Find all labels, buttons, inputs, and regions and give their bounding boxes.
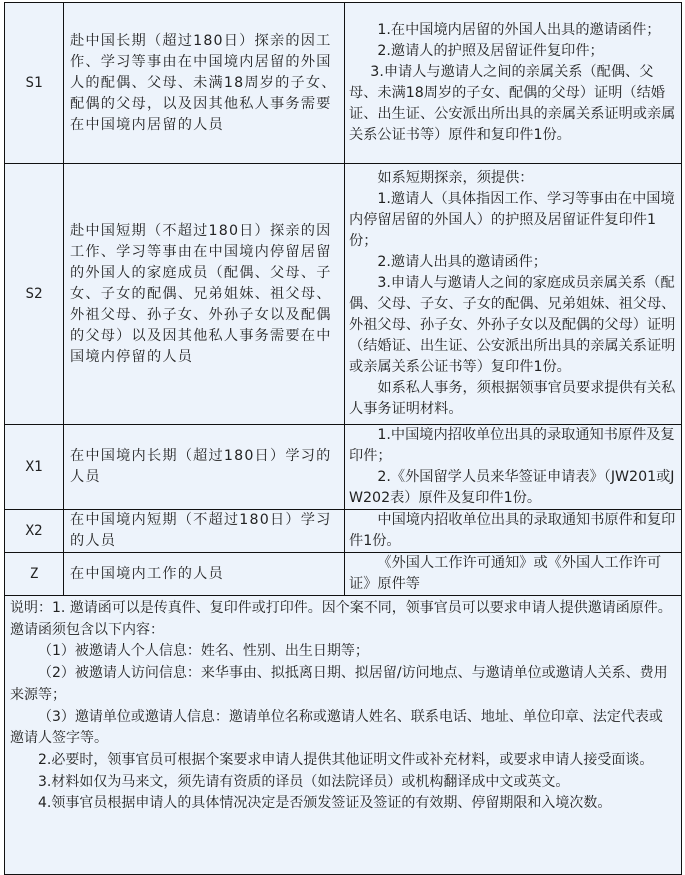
table-row-s1 bbox=[5, 3, 682, 164]
required-documents bbox=[345, 164, 682, 425]
notes-paragraph-1 bbox=[10, 598, 676, 641]
note-item: （1）被邀请人个人信息：姓名、性别、出生日期等； bbox=[38, 643, 369, 660]
visa-code: S1 bbox=[5, 3, 64, 164]
table-row-x1 bbox=[5, 425, 682, 510]
applicant-description: 赴中国长期（超过180日）探亲的因工作、学习等事由在中国境内居留的外国人的配偶、父母、未满18周岁的子女、配偶的父母，以及因其他私人事务需要在中国境内居留的人员 bbox=[64, 3, 345, 164]
applicant-description: 在中国境内短期（不超过180日）学习的人员 bbox=[64, 510, 345, 553]
required-documents bbox=[345, 510, 682, 553]
document-item: 如系短期探亲，须提供： bbox=[377, 170, 534, 186]
document-item: 如系私人事务，须根据领事官员要求提供有关私人事务证明材料。 bbox=[349, 380, 676, 417]
table-row-x2 bbox=[5, 510, 682, 553]
table-row-s2 bbox=[5, 164, 682, 425]
visa-requirements-table bbox=[4, 2, 682, 875]
document-item: 中国境内招收单位出具的录取通知书原件和复印件1份。 bbox=[349, 512, 676, 549]
required-documents bbox=[345, 425, 682, 510]
visa-code: Z bbox=[5, 553, 64, 596]
visa-code: X2 bbox=[5, 510, 64, 553]
document-item: 3.申请人与邀请人之间的亲属关系（配偶、父母、未满18周岁的子女、配偶的父母）证明（结婚证、出生证、公安派出所出具的亲属关系证明或亲属关系公证书等）原件和复印件1份。 bbox=[349, 64, 676, 143]
required-documents bbox=[345, 553, 682, 596]
document-item: 1.邀请人（具体指因工作、学习等事由在中国境内停留居留的外国人）的护照及居留证件复印件1份； bbox=[349, 191, 675, 249]
required-documents bbox=[345, 3, 682, 164]
applicant-description: 在中国境内工作的人员 bbox=[64, 553, 345, 596]
note-item: （2）被邀请人访问信息：来华事由、拟抵离日期、拟居留/访问地点、与邀请单位或邀请人关系、费用来源等； bbox=[10, 665, 668, 703]
document-item: 1.中国境内招收单位出具的录取通知书原件及复印件； bbox=[349, 427, 675, 464]
note-item: 1. 邀请函可以是传真件、复印件或打印件。因个案不同，领事官员可以要求申请人提供邀请函原件。邀请函须包含以下内容： bbox=[10, 600, 672, 638]
applicant-description: 赴中国短期（不超过180日）探亲的因工作、学习等事由在中国境内停留居留的外国人的家庭成员（配偶、父母、子女、子女的配偶、兄弟姐妹、祖父母、外祖父母、孙子女、外孙子女以及配偶的父母）以及因其他私人事务需要在中国境内停留的人员 bbox=[64, 164, 345, 425]
document-item: 1.在中国境内居留的外国人出具的邀请函件； bbox=[377, 22, 661, 38]
notes-cell bbox=[5, 596, 682, 875]
visa-code: X1 bbox=[5, 425, 64, 510]
note-item: 4.领事官员根据申请人的具体情况决定是否颁发签证及签证的有效期、停留期限和入境次数。 bbox=[38, 795, 612, 812]
document-item: 《外国人工作许可通知》或《外国人工作许可证》原件等 bbox=[349, 555, 662, 592]
applicant-description: 在中国境内长期（超过180日）学习的人员 bbox=[64, 425, 345, 510]
notes-label: 说明： bbox=[10, 600, 52, 616]
visa-code: S2 bbox=[5, 164, 64, 425]
note-item: （3）邀请单位或邀请人信息：邀请单位名称或邀请人姓名、联系电话、地址、单位印章、法定代表或邀请人签字等。 bbox=[10, 708, 663, 747]
notes-row bbox=[5, 596, 682, 875]
document-item: 2.《外国留学人员来华签证申请表》（JW201或JW202表）原件及复印件1份。 bbox=[349, 469, 675, 506]
document-item: 2.邀请人出具的邀请函件； bbox=[377, 254, 547, 270]
document-item: 2.邀请人的护照及居留证件复印件； bbox=[377, 43, 604, 59]
note-item: 3.材料如仅为马来文，须先请有资质的译员（如法院译员）或机构翻译成中文或英文。 bbox=[38, 773, 570, 790]
note-item: 2.必要时，领事官员可根据个案要求申请人提供其他证明文件或补充材料，或要求申请人接受面谈。 bbox=[38, 751, 654, 768]
document-item: 3.申请人与邀请人之间的家庭成员亲属关系（配偶、父母、子女、子女的配偶、兄弟姐妹、祖父母、外祖父母、孙子女、外孙子女以及配偶的父母）证明（结婚证、出生证、公安派出所出具的亲属关系证明或亲属关系公证书等）复印件1份。 bbox=[349, 275, 676, 375]
table-row-z bbox=[5, 553, 682, 596]
